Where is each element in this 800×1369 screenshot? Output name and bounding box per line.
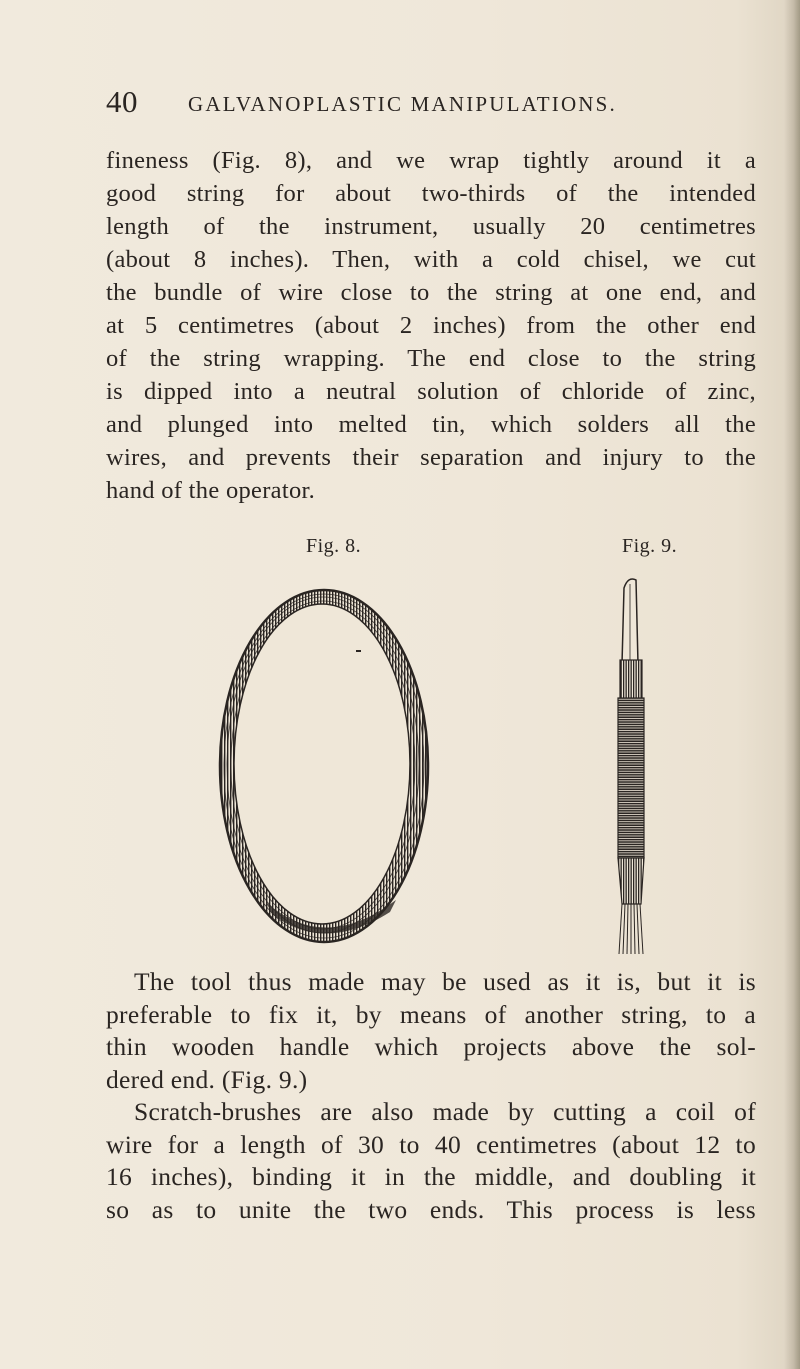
- scratch-brush-with-handle-illustration: [608, 574, 668, 956]
- fig-8-caption: Fig. 8.: [306, 535, 362, 557]
- text-line: wires, and prevents their separation and injury to the: [106, 444, 756, 471]
- text-line: thin wooden handle which projects above the sol-: [106, 1032, 756, 1061]
- text-line: the bundle of wire close to the string at one end, and: [106, 279, 756, 306]
- fig-9-caption: Fig. 9.: [622, 535, 678, 557]
- page-number: 40: [106, 84, 138, 119]
- page-header: [0, 84, 800, 124]
- text-line: Scratch-brushes are also made by cutting a coil of: [134, 1097, 756, 1126]
- text-line: at 5 centimetres (about 2 inches) from the other end: [106, 312, 756, 339]
- text-line: and plunged into melted tin, which solders all the: [106, 411, 756, 438]
- paragraph-2-and-3: [106, 966, 756, 1226]
- text-line: of the string wrapping. The end close to the string: [106, 345, 756, 372]
- text-line: The tool thus made may be used as it is, but it is: [134, 967, 756, 996]
- text-line: preferable to fix it, by means of another string, to a: [106, 999, 756, 1029]
- text-line: is dipped into a neutral solution of chloride of zinc,: [106, 378, 756, 405]
- text-line: 16 inches), binding it in the middle, and doubling it: [106, 1162, 756, 1191]
- text-line: dered end. (Fig. 9.): [106, 1064, 308, 1094]
- wire-loop-brush-illustration: [206, 582, 446, 950]
- paragraph-1: [106, 144, 756, 507]
- text-line: good string for about two-thirds of the intended: [106, 180, 756, 207]
- running-head: GALVANOPLASTIC MANIPULATIONS.: [188, 92, 618, 116]
- text-line: fineness (Fig. 8), and we wrap tightly around it a: [106, 147, 756, 174]
- text-line: hand of the operator.: [106, 477, 316, 504]
- text-line: length of the instrument, usually 20 centimetres: [106, 213, 756, 240]
- text-line: (about 8 inches). Then, with a cold chisel, we cut: [106, 246, 756, 273]
- text-line: wire for a length of 30 to 40 centimetres (about 12 to: [106, 1129, 756, 1159]
- page-edge-shadow: [784, 0, 800, 1369]
- text-line: so as to unite the two ends. This process is less: [106, 1194, 756, 1224]
